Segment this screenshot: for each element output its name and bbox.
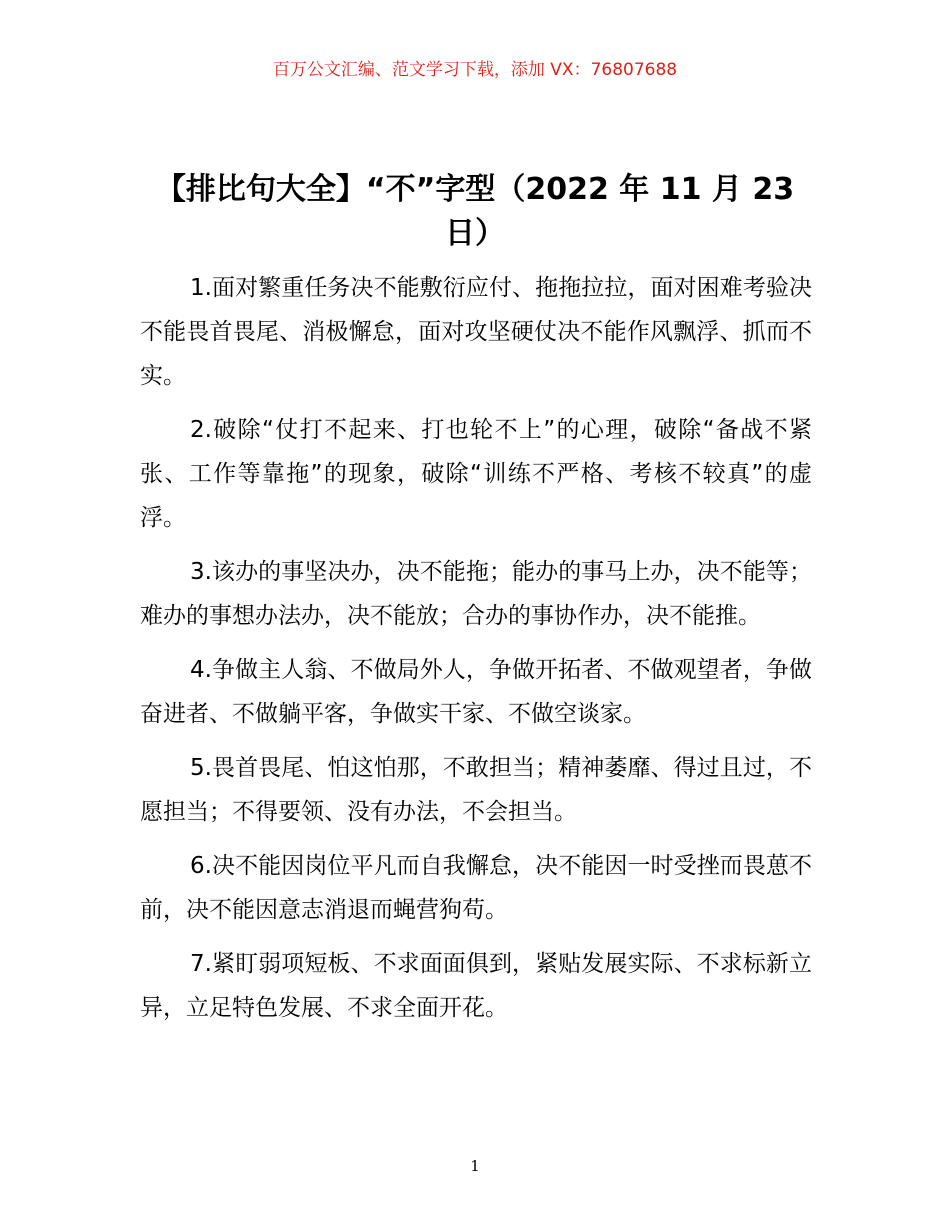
paragraph-5: 5.畏首畏尾、怕这怕那，不敢担当；精神萎靡、得过且过，不愿担当；不得要领、没有办法，不会担当。 xyxy=(140,755,812,825)
paragraph-2: 2.破除“仗打不起来、打也轮不上”的心理，破除“备战不紧张、工作等靠拖”的现象，破除“训练不严格、考核不较真”的虚浮。 xyxy=(140,417,812,531)
paragraph-6: 6.决不能因岗位平凡而自我懈怠，决不能因一时受挫而畏葸不前，决不能因意志消退而蝇营狗苟。 xyxy=(140,853,812,923)
document-title: 【排比句大全】“不”字型（2022 年 11 月 23 日） xyxy=(155,172,795,251)
paragraph-3: 3.该办的事坚决办，决不能拖；能办的事马上办，决不能等；难办的事想办法办，决不能放；合办的事协作办，决不能推。 xyxy=(140,559,812,629)
promo-header: 百万公文汇编、范文学习下载，添加 VX：76807688 xyxy=(272,60,678,80)
paragraph-4: 4.争做主人翁、不做局外人，争做开拓者、不做观望者，争做奋进者、不做躺平客，争做实干家、不做空谈家。 xyxy=(140,657,812,727)
document-body xyxy=(140,266,812,1040)
paragraph-7: 7.紧盯弱项短板、不求面面俱到，紧贴发展实际、不求标新立异，立足特色发展、不求全面开花。 xyxy=(140,951,812,1021)
page-number: 1 xyxy=(470,1157,480,1175)
paragraph-1: 1.面对繁重任务决不能敷衍应付、拖拖拉拉，面对困难考验决不能畏首畏尾、消极懈怠，面对攻坚硬仗决不能作风飘浮、抓而不实。 xyxy=(140,275,812,389)
